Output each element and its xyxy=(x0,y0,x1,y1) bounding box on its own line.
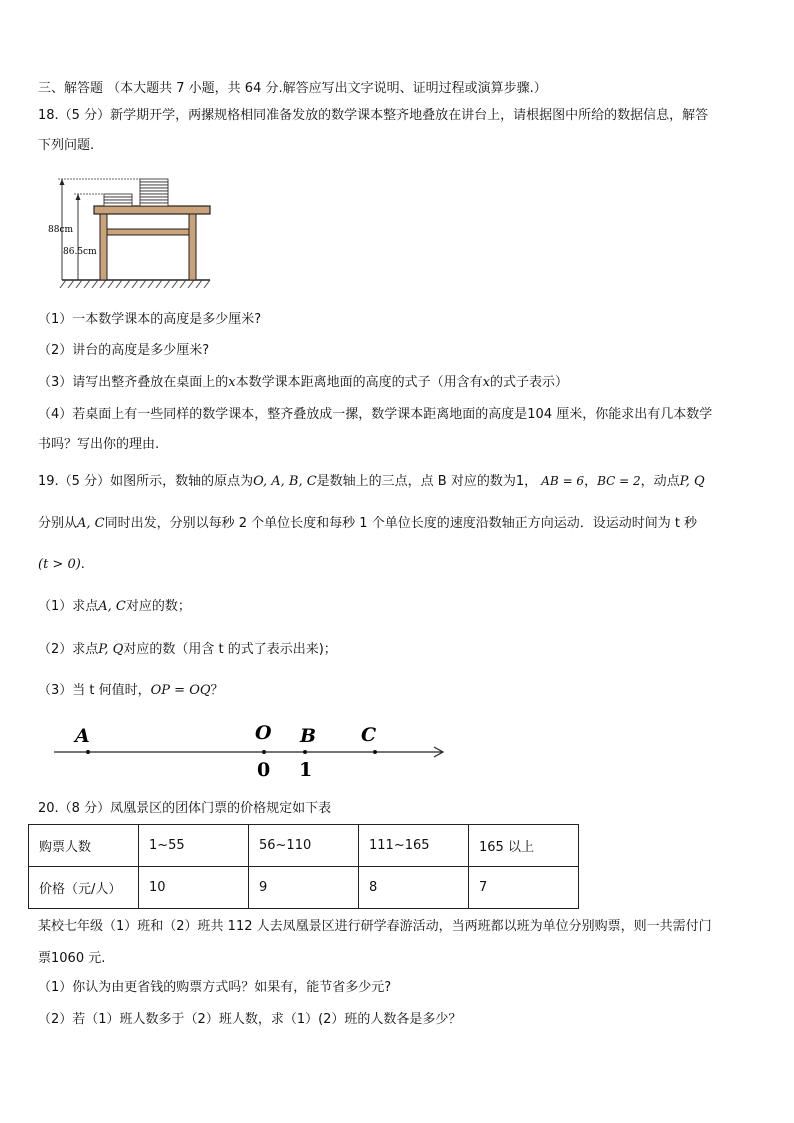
table-row xyxy=(29,825,579,867)
q19-stem-line3: (t > 0). xyxy=(38,557,85,572)
point-b xyxy=(303,750,307,754)
table-cell: 1~55 xyxy=(139,825,249,867)
q20-part2: （2）若（1）班人数多于（2）班人数，求（1）(2）班的人数各是多少？ xyxy=(38,1012,462,1027)
q18-part3: （3）请写出整齐叠放在桌面上的x本数学课本距离地面的高度的式子（用含有x的式子表示） xyxy=(38,375,568,390)
q19-stem-line2: 分别从A, C同时出发，分别以每秒 2 个单位长度和每秒 1 个单位长度的速度沿数轴正方向运动．设运动时间为 t 秒 xyxy=(38,516,698,531)
table-cell: 价格（元/人） xyxy=(29,867,139,909)
label-88cm: 88cm xyxy=(48,225,74,235)
label-o: O xyxy=(255,722,272,744)
q19-part2: （2）求点P, Q对应的数（用含 t 的式了表示出来)； xyxy=(38,642,337,657)
price-table xyxy=(28,824,579,909)
table-cell: 8 xyxy=(359,867,469,909)
label-b: B xyxy=(300,725,317,747)
point-c xyxy=(373,750,377,754)
table-cell: 9 xyxy=(249,867,359,909)
table-cell: 购票人数 xyxy=(29,825,139,867)
q20-body-line2: 票1060 元. xyxy=(38,951,106,966)
q19-part3: （3）当 t 何值时，OP = OQ？ xyxy=(38,683,224,698)
q18-part2: （2）讲台的高度是多少厘米? xyxy=(38,343,210,358)
number-line xyxy=(40,718,460,782)
q19-part1: （1）求点A, C对应的数； xyxy=(38,599,191,614)
label-a: A xyxy=(75,725,90,747)
table-cell: 165 以上 xyxy=(469,825,579,867)
q18-part4-line2: 书吗？写出你的理由. xyxy=(38,437,160,452)
q20-part1: （1）你认为由更省钱的购票方式吗？如果有，能节省多少元? xyxy=(38,980,392,995)
point-a xyxy=(86,750,90,754)
q18-part4-line1: （4）若桌面上有一些同样的数学课本，整齐叠放成一摞，数学课本距离地面的高度是104 厘米，你能求出有几本数学 xyxy=(38,407,713,422)
q20-stem: 20.（8 分）凤凰景区的团体门票的价格规定如下表 xyxy=(38,801,332,816)
label-86-5cm: 86.5cm xyxy=(63,247,97,257)
q18-part1: （1）一本数学课本的高度是多少厘米? xyxy=(38,312,262,327)
q18-stem-line1: 18.（5 分）新学期开学，两摞规格相同准备发放的数学课本整齐地叠放在讲台上，请根据图中所给的数据信息，解答 xyxy=(38,108,709,123)
table-row xyxy=(29,867,579,909)
q19-stem-line1: 19.（5 分）如图所示，数轴的原点为O, A, B, C是数轴上的三点，点 B 对应的数为1， AB = 6，BC = 2，动点P, Q xyxy=(38,474,705,489)
table-cell: 56~110 xyxy=(249,825,359,867)
point-o xyxy=(262,750,266,754)
tick-0: 0 xyxy=(257,759,271,781)
table-cell: 10 xyxy=(139,867,249,909)
label-c: C xyxy=(361,724,377,746)
q18-stem-line2: 下列问题. xyxy=(38,138,95,153)
table-cell: 7 xyxy=(469,867,579,909)
book-stack-short xyxy=(104,194,132,206)
q20-body-line1: 某校七年级（1）班和（2）班共 112 人去凤凰景区进行研学春游活动，当两班都以班为单位分别购票，则一共需付门 xyxy=(38,919,712,934)
book-stack-tall xyxy=(140,179,168,206)
tick-1: 1 xyxy=(299,759,313,781)
table-cell: 111~165 xyxy=(359,825,469,867)
q18-desk-figure xyxy=(44,172,214,298)
section-heading: 三、解答题 （本大题共 7 小题，共 64 分.解答应写出文字说明、证明过程或演算步骤.） xyxy=(38,81,547,96)
